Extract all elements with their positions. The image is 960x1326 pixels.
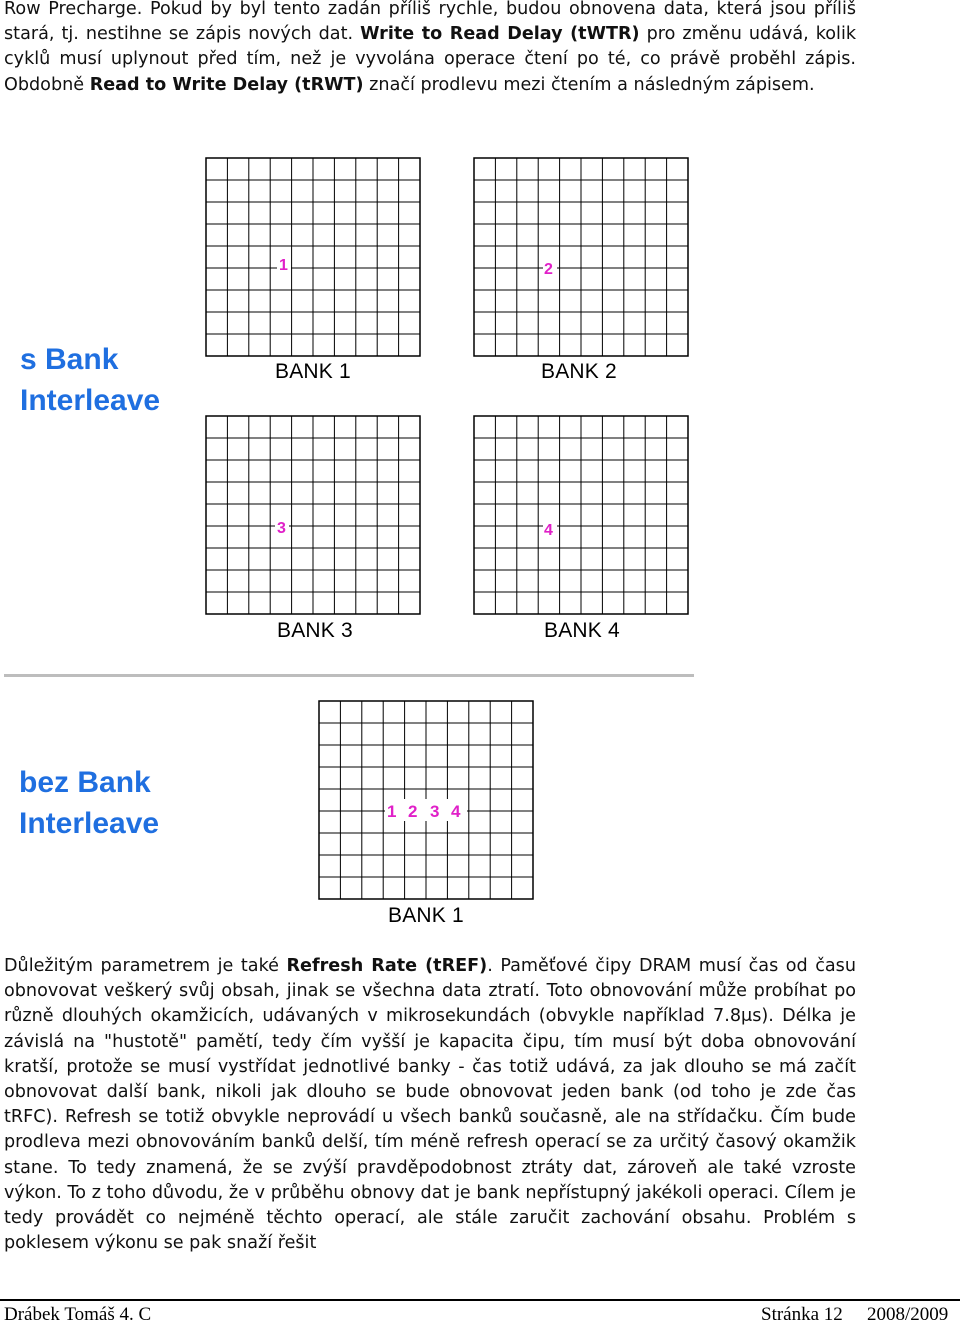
with-interleave-title — [20, 339, 160, 421]
bank-4-number: 4 — [544, 522, 553, 539]
refresh-text-1: Důležitým parametrem je také — [4, 956, 287, 976]
single-bank-grid — [318, 700, 534, 900]
bank-3-number: 3 — [277, 520, 286, 537]
bank-1-label: BANK 1 — [275, 360, 351, 383]
footer-author: Drábek Tomáš 4. C — [4, 1304, 152, 1325]
bank-2-number: 2 — [544, 261, 553, 278]
footer-page-number: Stránka 12 — [761, 1304, 843, 1325]
intro-text-2: pro změnu udává, kolik cyklů musí uplynout před tím, než je vyvolána operace čtení po té, co právě proběhl zápis. Obdobně — [4, 24, 857, 95]
bank-2-label: BANK 2 — [541, 360, 617, 383]
bank-3-label: BANK 3 — [277, 619, 353, 642]
twtr-term: Write to Read Delay (tWTR) — [360, 24, 640, 45]
trwt-term: Read to Write Delay (tRWT) — [89, 74, 364, 95]
bank-2-grid — [473, 157, 689, 357]
refresh-paragraph — [4, 954, 856, 1256]
bank-3-grid — [205, 415, 421, 615]
bank-4-grid — [473, 415, 689, 615]
bank-1-number: 1 — [279, 257, 288, 274]
section-divider — [4, 674, 694, 677]
refresh-text-2: . Paměťové čipy DRAM musí čas od času obnovovat veškerý svůj obsah, jinak se všechna data ztratí. Toto obnovování může probíhat po různě dlouhých okamžicích, udávaných v mikrosekundách (obvykle například 7.8μs). Délka je závislá na "hustotě" pamětí, tedy čím vyšší je kapacita čipu, tím musí být doba obnovování kratší, protože se musí vystřídat jednotlivé banky - čas totiž udává, za jak dlouho se má začít obnovovat další bank, nikoli jak dlouho se bude obnovovat jeden bank (od toho je zde čas tRFC). Refresh se totiž obvykle neprovádí u všech banků současně, ale na střídačku. Čím bude prodleva mezi obnovováním banků delší, tím méně refresh operací se za určitý časový okamžik stane. To tedy znamená, že se zvýší pravděpodobnost ztráty dat, zároveň ale také vzroste výkon. To z toho důvodu, že v průběhu obnovy dat je bank nepřístupný jakékoli operaci. Cílem je tedy provádět co nejméně těchto operací, ale stále zaručit zachování obsahu. Problém s poklesem výkonu se pak snaží řešit — [4, 956, 857, 1254]
without-interleave-title — [19, 762, 159, 844]
with-interleave-title-line2: Interleave — [20, 384, 161, 417]
without-interleave-title-line1: bez Bank — [19, 766, 151, 799]
single-bank-number-1: 1 — [387, 802, 397, 821]
bank-4-label: BANK 4 — [544, 619, 620, 642]
intro-text-1: Row Precharge. Pokud by byl tento zadán příliš rychle, budou obnovena data, která jsou příliš stará, tj. nestihne se zápis nových dat. — [4, 0, 856, 45]
without-interleave-title-line2: Interleave — [19, 807, 160, 840]
single-bank-number-3: 3 — [430, 802, 440, 821]
footer-rule — [0, 1299, 960, 1301]
with-interleave-title-line1: s Bank — [20, 343, 119, 376]
footer-year: 2008/2009 — [867, 1304, 949, 1325]
tref-term: Refresh Rate (tREF) — [286, 956, 488, 976]
single-bank-number-2: 2 — [408, 802, 418, 821]
single-bank-number-4: 4 — [451, 802, 461, 821]
single-bank-label: BANK 1 — [388, 904, 464, 927]
intro-text-3: značí prodlevu mezi čtením a následným zápisem. — [363, 74, 815, 95]
bank-1-grid — [205, 157, 421, 357]
intro-paragraph — [4, 0, 856, 98]
